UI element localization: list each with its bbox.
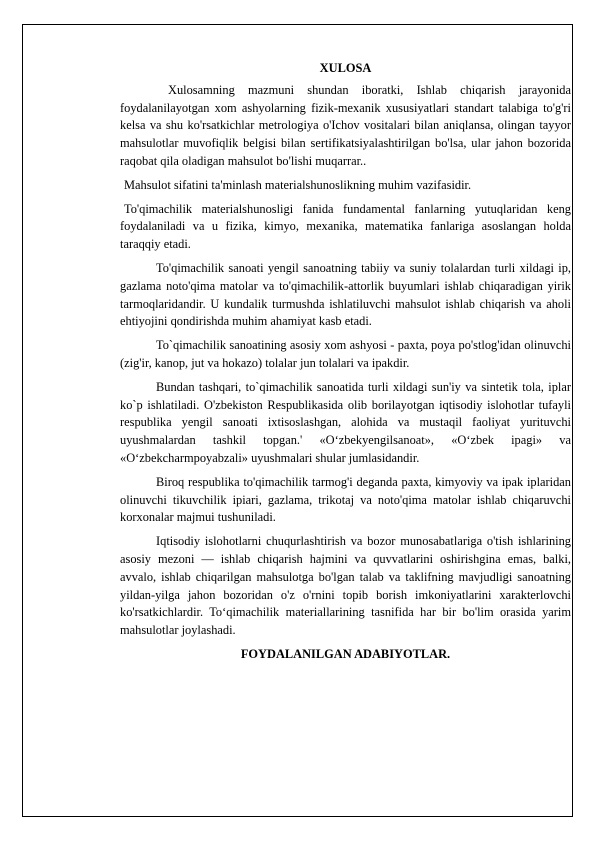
paragraph-textile-industry: To'qimachilik sanoati yengil sanoatning tabiiy va suniy tolalardan turli xildagi ip, gazlama noto'qima matolar va to'qimachilik-attorlik buyumlari ishlab chiqaradigan yirik tarmoqlaridandir. U kundalik turmushda ishlatiluvchi mahsulot ishlab chiqarish va aholi ehtiyojini qondirishda muhim ahamiyat kasb etadi. xyxy=(120,260,571,329)
document-body xyxy=(120,60,571,664)
paragraph-conclusion-intro: Xulosamning mazmuni shundan iboratki, Ishlab chiqarish jarayonida foydalanilayotgan xom ashyolarning fizik-mexanik xususiyatlari standart talabiga to'g'ri kelsa va shu ko'rsatkichlar metrologiya o'Ichov vositalari bilan aniqlansa, olingan tayyor mahsulotlar muvofiqlik belgisi bilan sertifikatsiyalashtirilgan bo'lsa, ular jahon bozorida raqobat qila oladigan mahsulot bo'lishi muqarrar.. xyxy=(120,82,571,168)
references-heading: FOYDALANILGAN ADABIYOTLAR. xyxy=(240,646,451,661)
paragraph-raw-materials: To`qimachilik sanoatining asosiy xom ashyosi - paxta, poya po'stlog'idan olinuvchi (zig'ir, kanop, jut va hokazo) tolalar jun tolalari va ipakdir. xyxy=(120,338,571,370)
paragraph-economic-reforms: Iqtisodiy islohotlarni chuqurlashtirish va bozor munosabatlariga o'tish ishlarining asosiy mezoni — ishlab chiqarish hajmini va quvvatlarini oshirishgina emas, balki, avvalo, ishlab chiqarilgan mahsulotga bo'lgan talab va taklifning mavjudligi sanoatning yildan-yilga jahon bozoridan o'z o'rnini topib borish imkoniyatlarini xarakterlovchi ko'rsatkichlardir. To‘qimachilik materiallarining tasnifida har bir bo'lim orasida yarim mahsulotlar joylashadi. xyxy=(120,534,571,638)
paragraph-textile-branch: Biroq respublika to'qimachilik tarmog'i deganda paxta, kimyoviy va ipak iplaridan olinuvchi tikuvchilik ipiari, gazlama, trikotaj va noto'qima matolar ishlab chiqaruvchi korxonalar majmui tushuniladi. xyxy=(120,474,571,525)
paragraph-materials-science: To'qimachilik materialshunosligi fanida fundamental fanlarning yutuqlaridan keng foydalaniladi va u fizika, kimyo, mexanika, matematika fanlariga asoslangan holda taraqqiy etadi. xyxy=(120,201,571,252)
paragraph-quality: Mahsulot sifatini ta'minlash materialshunoslikning muhim vazifasidir. xyxy=(124,177,472,192)
paragraph-synthetic-fibers: Bundan tashqari, to`qimachilik sanoatida turli xildagi sun'iy va sintetik tola, iplar ko`p ishlatiladi. O'zbekiston Respublikasida olib borilayotgan iqtisodiy islohotlar tufayli respublika yengil sanoati ixtisoslashgan, alohida va mustaqil faoliyat yurituvchi uyushmalardan tashkil topgan.' «O‘zbekyengilsanoat», «O‘zbek ipagi» va «O‘zbekcharmpoyabzali» uyushmalari shular jumlasidandir. xyxy=(120,379,571,465)
document-title: XULOSA xyxy=(319,61,372,75)
